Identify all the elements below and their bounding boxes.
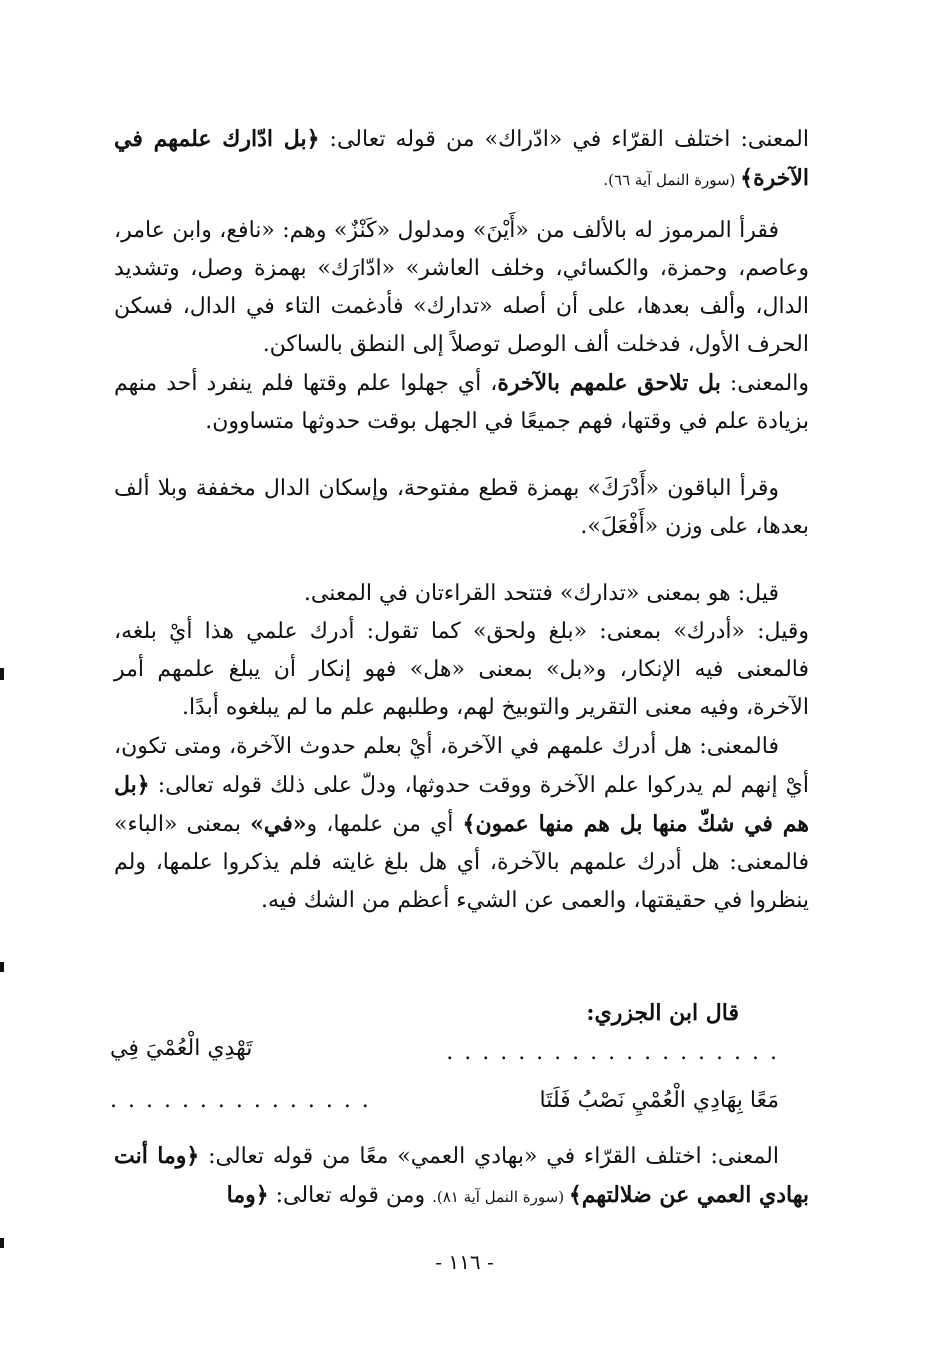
- poem-line1-text: تَهْدِي الْعُمْيَ فِي: [110, 1036, 253, 1061]
- verse-reference-2: (سورة النمل آية ٨١).: [432, 1188, 569, 1206]
- paragraph-3: [114, 470, 809, 546]
- para2-text1: فقرأ المرموز له بالألف من «أَيْنَ» ومدلول «كَنْزٌ» وهم: «نافع، وابن عامر، وعاصم، وحمزة، والكسائي، وخلف العاشر» «ادّارَك» بهمزة وصل، وتشديد الدال، وألف بعدها، على أن أصله «تدارك» فأدغمت التاء في الدال، فسكن الحرف الأول، فدخلت ألف الوصل توصلاً إلى النطق بالساكن.: [114, 218, 809, 357]
- quran-verse-2: ﴿بل هم في شكّ منها بل هم منها عمون﴾: [114, 772, 809, 837]
- para2-rest: ، أي جهلوا علم وقتها فلم ينفرد أحد منهم بزيادة علم في وقتها، فهم جميعًا في الجهل بوقت حدوثها متساوون.: [114, 371, 809, 434]
- poem-line1-dots: . . . . . . . . . . . . . . . . . . .: [446, 1040, 779, 1065]
- scan-edge-mark: [0, 962, 4, 972]
- para6-tail-verse: ﴿وما: [226, 1182, 269, 1208]
- para5-rest: بمعنى «الباء» فالمعنى: هل أدرك علمهم بالآخرة، أي هل بلغ غايته فلم يذكروا علمها، ولم ينظروا في حقيقتها، والعمى عن الشيء أعظم من الشك فيه.: [114, 812, 809, 913]
- para2-lead: والمعنى:: [720, 371, 809, 396]
- verse-reference: (سورة النمل آية ٦٦).: [603, 171, 741, 189]
- poem-line2-dots: . . . . . . . . . . . . . . .: [110, 1088, 371, 1113]
- scan-edge-mark: [0, 668, 4, 680]
- paragraph-4: [114, 575, 809, 727]
- paragraph-5: [114, 728, 809, 920]
- para6-lead: المعنى: اختلف القرّاء في «بهادي العمي» معًا من قوله تعالى:: [199, 1144, 779, 1169]
- poem-line2-text: مَعًا بِهَادِي الْعُمْيِ نَصْبُ فَلَتَا: [539, 1088, 779, 1113]
- para6-tail: ومن قوله تعالى:: [268, 1183, 433, 1208]
- quran-verse: ﴿بل ادّارك علمهم في الآخرة﴾: [114, 126, 809, 191]
- para1-lead: المعنى: اختلف القرّاء في «ادّراك» من قوله تعالى:: [319, 127, 809, 152]
- scan-edge-mark: [0, 1238, 4, 1248]
- para5-mid: أي من علمها، و: [306, 812, 463, 837]
- page-number: - ١١٦ -: [435, 1250, 494, 1274]
- para3-text: وقرأ الباقون «أَدْرَكَ» بهمزة قطع مفتوحة، وإسكان الدال مخففة وبلا ألف بعدها، على وزن «أَفْعَلَ».: [114, 476, 809, 539]
- poem-heading: قال ابن الجزري:: [586, 1000, 739, 1026]
- para2-bold: بل تلاحق علمهم بالآخرة: [497, 370, 721, 396]
- paragraph-2: [114, 212, 809, 441]
- paragraph-1: [114, 120, 809, 199]
- paragraph-6: [114, 1137, 809, 1216]
- para4-line2: وقيل: «أدرك» بمعنى: «بلغ ولحق» كما تقول: أدرك علمي هذا أيْ بلغه، فالمعنى فيه الإنكار، و«بل» بمعنى «هل» فهو إنكار أن يبلغ علمهم أمر الآخرة، وفيه معنى التقرير والتوبيخ لهم، وطلبهم علم ما لم يبلغوه أبدًا.: [114, 619, 810, 720]
- para4-line1: قيل: هو بمعنى «تدارك» فتتحد القراءتان في المعنى.: [303, 581, 779, 606]
- para5-lead: فالمعنى: هل أدرك علمهم في الآخرة، أيْ بعلم حدوث الآخرة، ومتى تكون، أيْ إنهم لم يدركوا علم الآخرة ووقت حدوثها، ودلّ على ذلك قوله تعالى:: [114, 734, 809, 798]
- quran-verse-3: ﴿وما أنت بهادي العمي عن ضلالتهم﴾: [114, 1143, 809, 1208]
- para5-fi: «في»: [250, 811, 307, 837]
